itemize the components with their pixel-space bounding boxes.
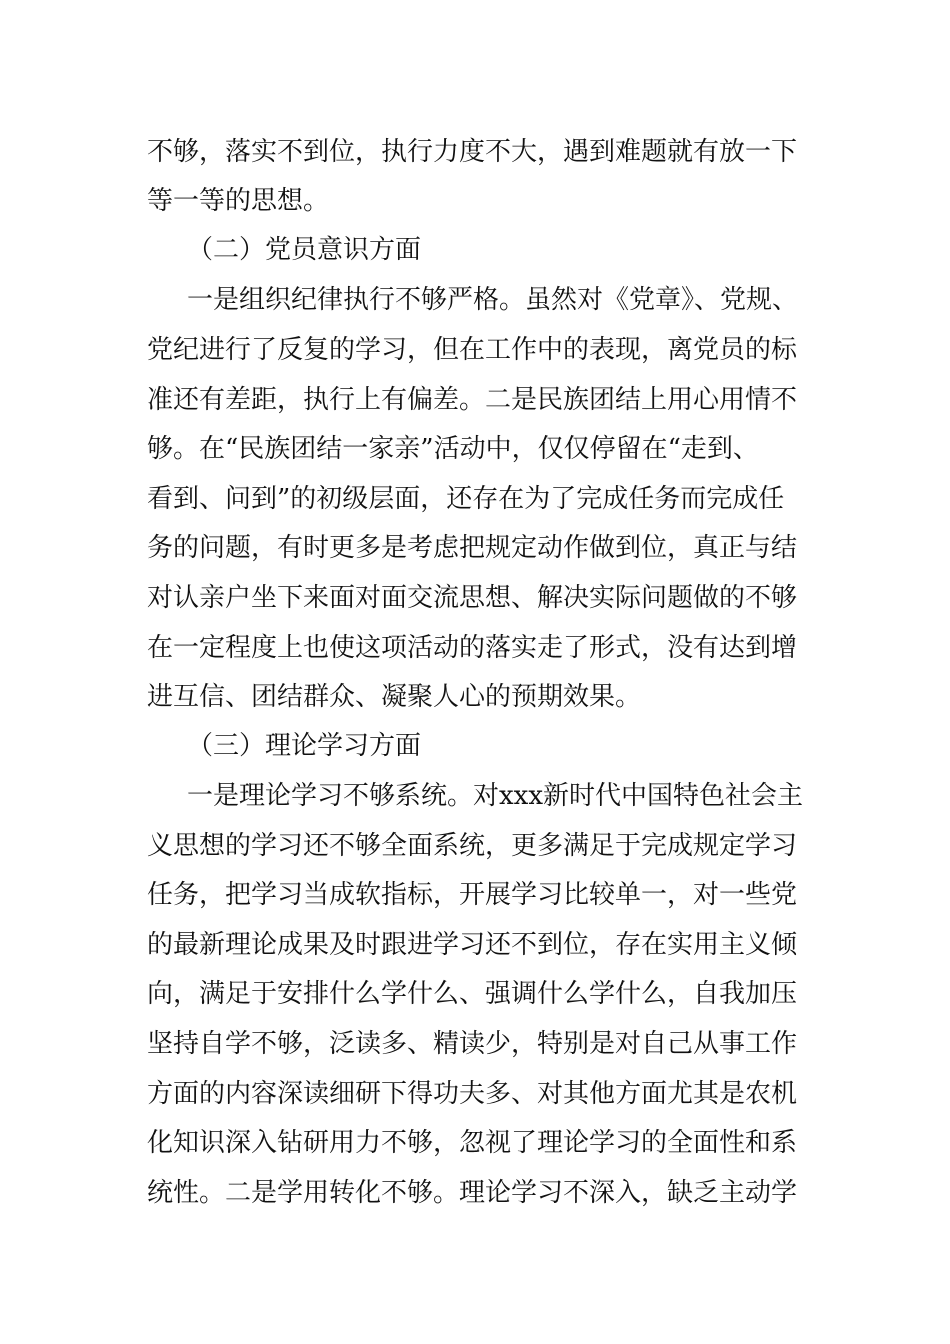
text-line-6: 准还有差距，执行上有偏差。二是民族团结上用心用情不 — [147, 385, 798, 415]
text-line-5: 党纪进行了反复的学习，但在工作中的表现，离党员的标 — [147, 335, 798, 365]
text-line-1: 不够，落实不到位，执行力度不大，遇到难题就有放一下 — [147, 137, 798, 167]
text-line-22: 统性。二是学用转化不够。理论学习不深入，缺乏主动学 — [147, 1178, 798, 1208]
section-heading-theory-study: （三）理论学习方面 — [187, 731, 422, 761]
text-line-2: 等一等的思想。 — [147, 186, 330, 216]
text-line-18: 向，满足于安排什么学什么、强调什么学什么，自我加压 — [147, 979, 798, 1009]
text-line-7: 够。在“民族团结一家亲”活动中，仅仅停留在“走到、 — [147, 434, 759, 464]
text-line-14: 一是理论学习不够系统。对xxx新时代中国特色社会主 — [187, 781, 803, 811]
section-heading-party-awareness: （二）党员意识方面 — [187, 235, 422, 265]
text-line-11: 在一定程度上也使这项活动的落实走了形式，没有达到增 — [147, 633, 798, 663]
text-line-10: 对认亲户坐下来面对面交流思想、解决实际问题做的不够 — [147, 583, 798, 613]
text-line-8: 看到、问到”的初级层面，还存在为了完成任务而完成任 — [147, 484, 785, 514]
text-line-21: 化知识深入钻研用力不够，忽视了理论学习的全面性和系 — [147, 1128, 798, 1158]
text-line-19: 坚持自学不够，泛读多、精读少，特别是对自己从事工作 — [147, 1029, 798, 1059]
text-line-16: 任务，把学习当成软指标，开展学习比较单一，对一些党 — [147, 880, 798, 910]
text-line-15: 义思想的学习还不够全面系统，更多满足于完成规定学习 — [147, 831, 798, 861]
text-line-4: 一是组织纪律执行不够严格。虽然对《党章》、党规、 — [187, 285, 799, 315]
text-line-20: 方面的内容深读细研下得功夫多、对其他方面尤其是农机 — [147, 1079, 798, 1109]
text-line-9: 务的问题，有时更多是考虑把规定动作做到位，真正与结 — [147, 533, 798, 563]
text-line-12: 进互信、团结群众、凝聚人心的预期效果。 — [147, 682, 642, 712]
text-line-17: 的最新理论成果及时跟进学习还不到位，存在实用主义倾 — [147, 930, 798, 960]
